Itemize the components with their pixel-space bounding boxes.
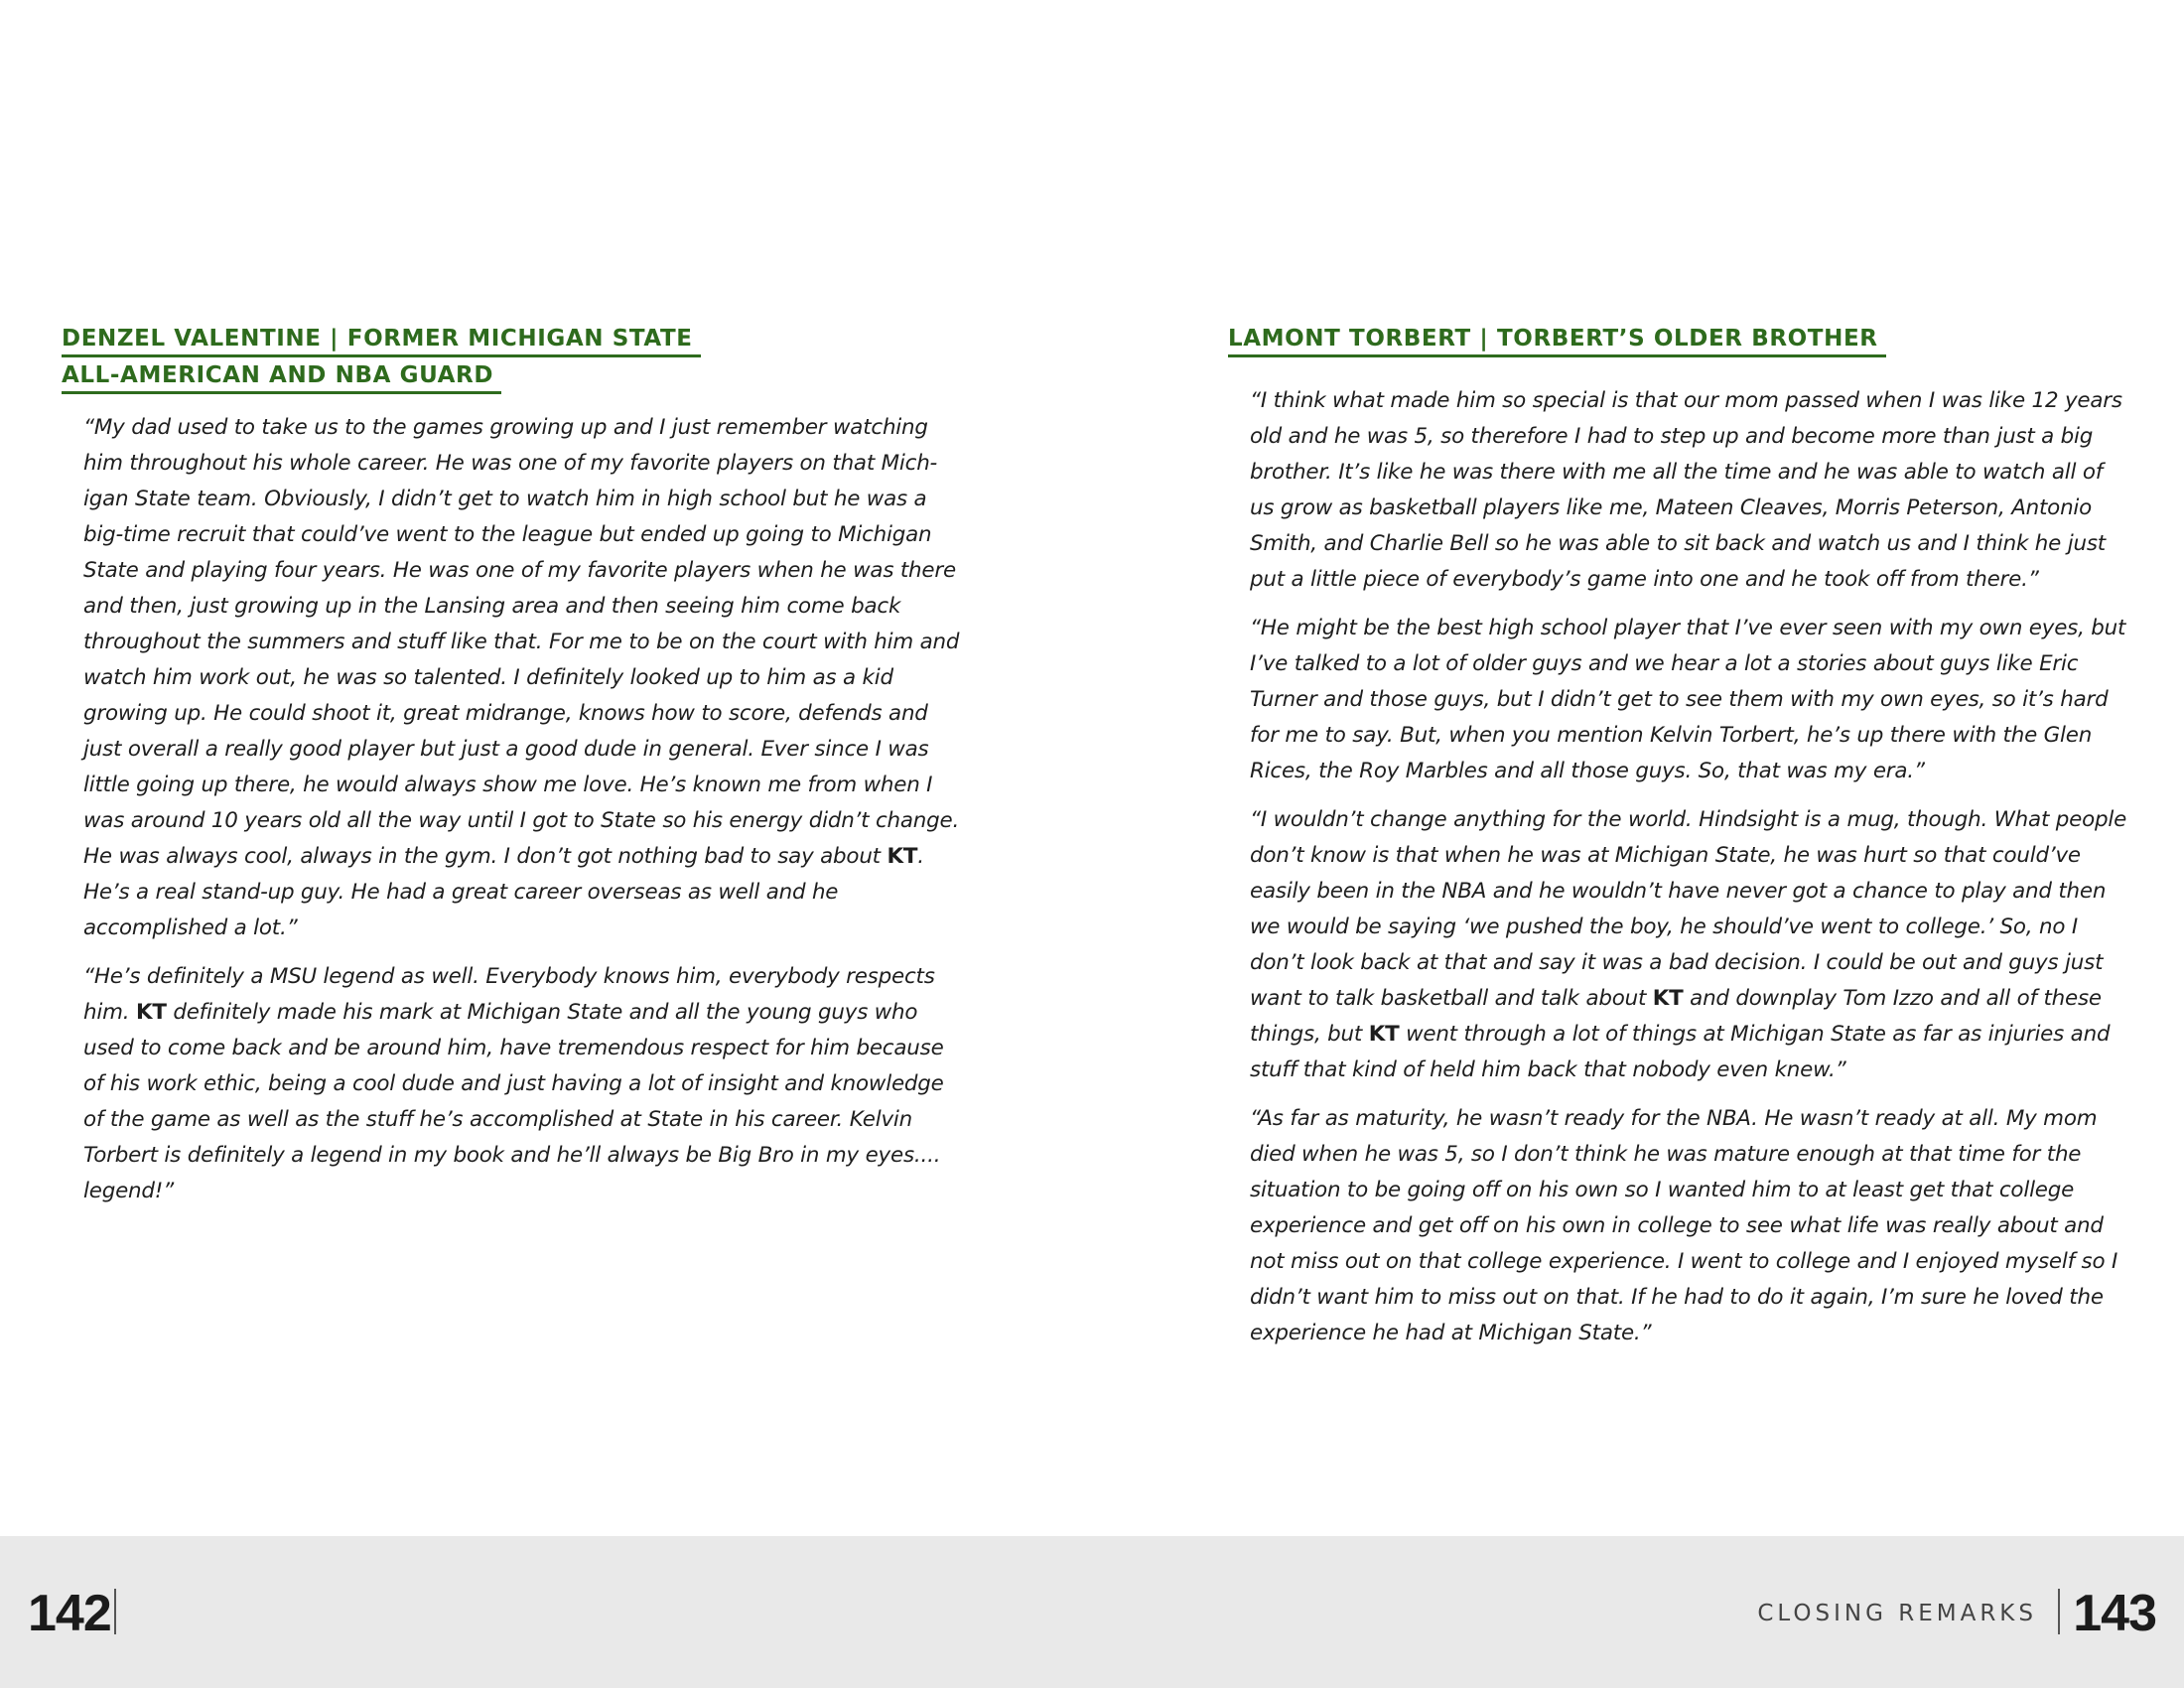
right-quote-1: “I think what made him so special is that our mom passed when I was like 12 years old and he was 5, so therefore I had to step up and become more than just a big brother. It’s like he was there with me all the time and he was able to watch all of us grow as basketball players like me, Mateen Cleaves, Morris Peterson, Antonio Smith, and Charlie Bell so he was able to sit back and watch us and I think he just put a little piece of everybody’s game into one and he took off from there.” (1250, 388, 2122, 592)
kt-initials: KT (135, 1000, 167, 1025)
right-quote-3-text-c: went through a lot of things at Michigan State as far as injuries and stuff that kind of held him back that nobody even knew.” (1250, 1022, 2111, 1082)
left-quote-2-text-b: definitely made his mark at Michigan State and all the young guys who used to come back and be around him, have tremendous respect for him because of his work ethic, being a cool dude and just having a lot of insight and knowledge of the game as well as the stuff he’s accomplished at State in his career. Kelvin Torbert is definitely a legend in my book and he’ll always be Big Bro in my eyes.... legend!” (83, 1000, 944, 1203)
footer-divider-left (114, 1589, 116, 1634)
left-quote-1 (83, 410, 970, 946)
left-column (62, 321, 970, 1222)
page-number-left: 142 (28, 1585, 111, 1642)
left-quote-2-text-a: “He’s definitely a MSU legend as well. Everybody knows him, everybody respects him. (83, 964, 935, 1025)
right-quotes (1228, 383, 2131, 1351)
page-number-right: 143 (2073, 1585, 2156, 1642)
left-heading (62, 321, 970, 394)
left-heading-line-1: DENZEL VALENTINE | FORMER MICHIGAN STATE (62, 323, 701, 357)
right-quote-4: “As far as maturity, he wasn’t ready for the NBA. He wasn’t ready at all. My mom died when he was 5, so I don’t think he was mature enough at that time for the situation to be going off on his own so I wanted him to at least get that college experience and get off on his own in college to see what life was really about and not miss out on that college experience. I went to college and I enjoyed myself so I didn’t want him to miss out on that. If he had to do it again, I’m sure he loved the experience he had at Michigan State.” (1250, 1106, 2118, 1345)
kt-initials: KT (1652, 986, 1684, 1011)
right-column (1228, 321, 2131, 1364)
left-quote-2 (83, 959, 970, 1209)
right-heading-line: LAMONT TORBERT | TORBERT’S OLDER BROTHER (1228, 323, 1886, 357)
kt-initials: KT (1368, 1022, 1400, 1047)
kt-initials: KT (887, 844, 918, 869)
right-quote-2: “He might be the best high school player that I’ve ever seen with my own eyes, but I’ve talked to a lot of older guys and we hear a lot a stories about guys like Eric Turner and those guys, but I didn’t get to see them with my own eyes, so it’s hard for me to say. But, when you mention Kelvin Torbert, he’s up there with the Glen Rices, the Roy Marbles and all those guys. So, that was my era.” (1250, 616, 2126, 783)
page-footer (0, 1536, 2184, 1688)
right-quote-3-text-b: and downplay Tom Izzo and all of these things, but (1250, 986, 2102, 1047)
footer-divider-right (2058, 1589, 2060, 1634)
section-label: CLOSING REMARKS (1757, 1601, 2037, 1626)
left-quotes (62, 410, 970, 1209)
left-quote-1-text-a: “My dad used to take us to the games growing up and I just remember watching him throughout his whole career. He was one of my favorite players on that Michigan State team. Obviously, I didn’t get to watch him in high school but he was a big-time recruit that could’ve went to the league but ended up going to Michigan State and playing four years. He was one of my favorite players when he was there and then, just growing up in the Lansing area and then seeing him come back throughout the summers and stuff like that. For me to be on the court with him and watch him work out, he was so talented. I definitely looked up to him as a kid growing up. He could shoot it, great midrange, knows how to score, defends and just overall a really good player but just a good dude in general. Ever since I was little going up there, he would always show me love. He’s known me from when I was around 10 years old all the way until I got to State so his energy didn’t change. He was always cool, always in the gym. I don’t got nothing bad to say about (83, 415, 960, 869)
right-quote-3 (1250, 802, 2131, 1088)
right-quote-3-text-a: “I wouldn’t change anything for the world. Hindsight is a mug, though. What people don’t know is that when he was at Michigan State, he was hurt so that could’ve easily been in the NBA and he wouldn’t have never got a chance to play and then we would be saying ‘we pushed the boy, he should’ve went to college.’ So, no I don’t look back at that and say it was a bad decision. I could be out and guys just want to talk basketball and talk about (1250, 807, 2127, 1011)
left-heading-line-2: ALL-AMERICAN AND NBA GUARD (62, 359, 501, 394)
left-quote-1-text-b: . He’s a real stand-up guy. He had a great career overseas as well and he accomplished a lot.” (83, 844, 924, 940)
right-heading (1228, 321, 2131, 357)
